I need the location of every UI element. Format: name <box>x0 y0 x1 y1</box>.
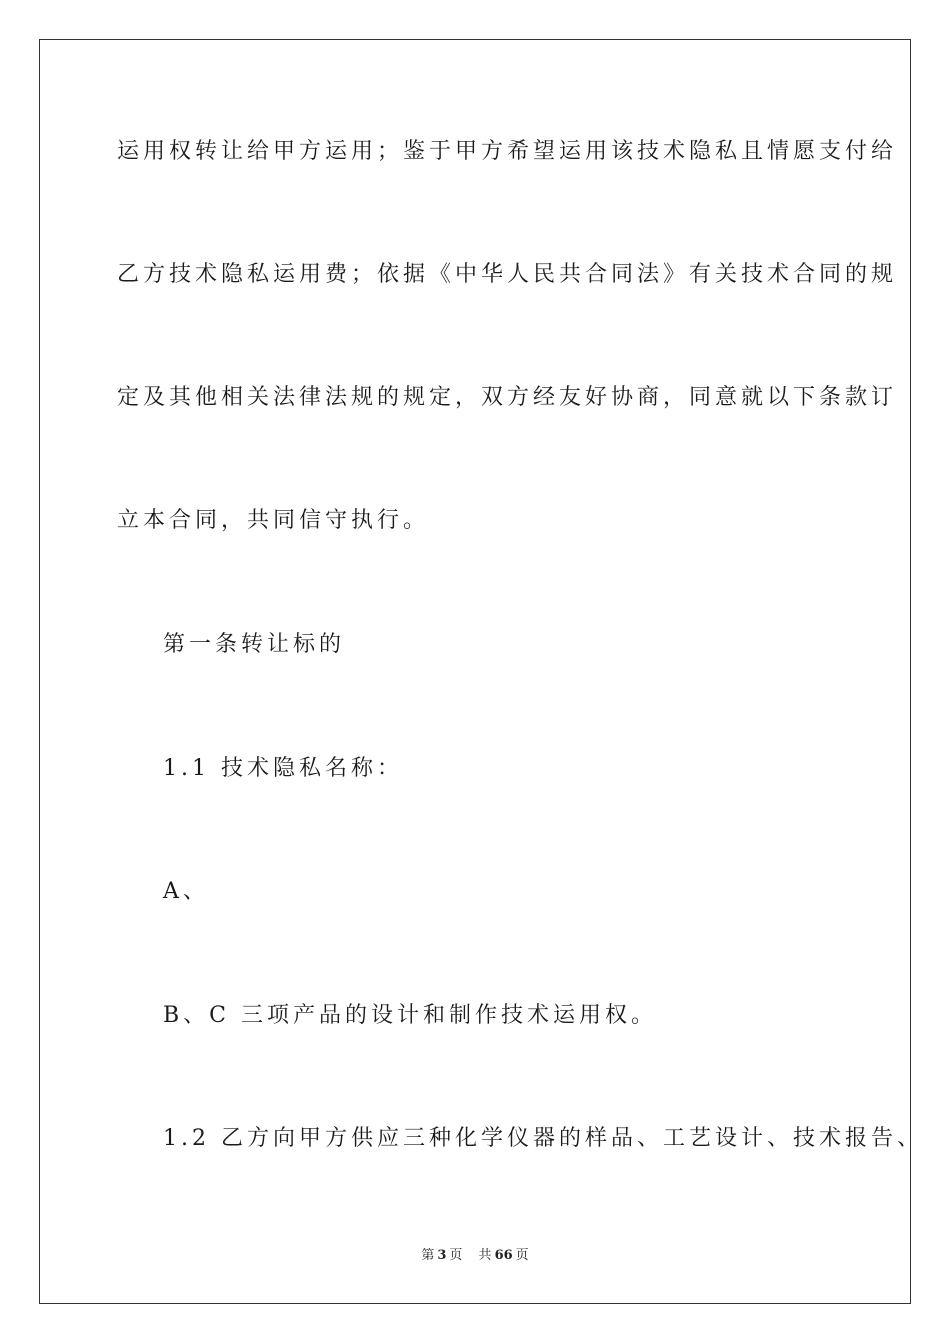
paragraph-line-4: 立本合同，共同信守执行。 <box>117 508 430 533</box>
page-number: 3 <box>437 1248 447 1263</box>
clause-1-2: 1.2 乙方向甲方供应三种化学仪器的样品、工艺设计、技术报告、 <box>163 1126 923 1151</box>
total-prefix: 共 <box>478 1248 492 1263</box>
page-indicator <box>418 1248 465 1263</box>
page-prefix: 第 <box>421 1248 435 1263</box>
item-b-c: B、C 三项产品的设计和制作技术运用权。 <box>163 1003 657 1028</box>
total-pages: 66 <box>494 1248 513 1263</box>
item-a: A、 <box>163 879 209 904</box>
paragraph-line-1: 运用权转让给甲方运用；鉴于甲方希望运用该技术隐私且情愿支付给 <box>117 139 898 164</box>
article-heading: 第一条转让标的 <box>163 632 346 657</box>
clause-1-1: 1.1 技术隐私名称： <box>163 756 403 781</box>
total-suffix: 页 <box>515 1248 529 1263</box>
paragraph-line-2: 乙方技术隐私运用费；依据《中华人民共合同法》有关技术合同的规 <box>117 262 898 287</box>
total-indicator <box>476 1248 532 1263</box>
paragraph-line-3: 定及其他相关法律法规的规定，双方经友好协商，同意就以下条款订 <box>117 385 898 410</box>
page-footer <box>0 1244 950 1263</box>
page-border <box>39 39 911 1304</box>
page-suffix: 页 <box>449 1248 463 1263</box>
